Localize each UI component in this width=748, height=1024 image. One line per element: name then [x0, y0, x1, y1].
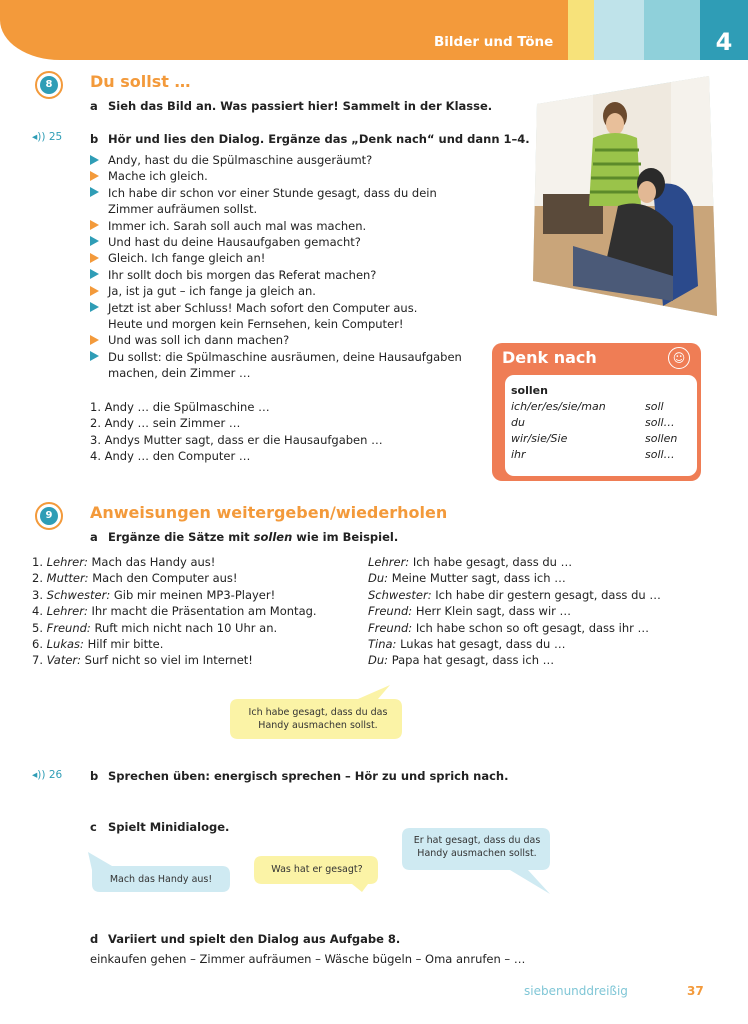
task-b-text: Hör und lies den Dialog. Ergänze das „Denk nach“ und dann 1–4.	[108, 132, 530, 146]
chapter-number: 4	[700, 0, 748, 60]
task-b-letter: b	[90, 132, 99, 146]
speech-bubble-example-text: Ich habe gesagt, dass du das Handy ausmachen sollst.	[248, 707, 388, 731]
speech-bubble-a-text: Mach das Handy aus!	[109, 874, 213, 885]
speaker-arrow-icon	[90, 236, 99, 246]
list-item: 3. Schwester: Gib mir meinen MP3-Player!	[32, 587, 276, 602]
speaker-arrow-icon	[90, 155, 99, 165]
task-9b-text: Sprechen üben: energisch sprechen – Hör zu und sprich nach.	[108, 769, 509, 783]
task-9b-letter: b	[90, 769, 99, 783]
dialog-line: Ich habe dir schon vor einer Stunde gesagt, dass du dein	[108, 185, 437, 200]
dialog-line: Ja, ist ja gut – ich fange ja gleich an.	[108, 284, 316, 299]
header-stripe-cyan	[594, 0, 644, 60]
list-item: Schwester: Ich habe dir gestern gesagt, dass du …	[368, 587, 661, 602]
list-item: Freund: Ich habe schon so oft gesagt, dass ihr …	[368, 620, 650, 635]
task-9a-text: Ergänze die Sätze mit sollen wie im Beispiel.	[108, 530, 399, 544]
instruction-list-right	[368, 554, 661, 669]
grammar-pronoun: du	[511, 416, 525, 429]
exercise-title-9: Anweisungen weitergeben/wiederholen	[90, 503, 448, 522]
dialog-line: Andy, hast du die Spülmaschine ausgeräumt?	[108, 153, 373, 167]
task-9d-text: Variiert und spielt den Dialog aus Aufgabe 8.	[108, 932, 401, 946]
dialog-line: Jetzt ist aber Schluss! Mach sofort den Computer aus.	[108, 300, 418, 315]
audio-track-26[interactable]: ◂)) 26	[32, 769, 63, 781]
dialog-line: Immer ich. Sarah soll auch mal was machen.	[108, 218, 367, 233]
dialog-line: machen, dein Zimmer …	[108, 366, 251, 381]
dialog-line: Heute und morgen kein Fernsehen, kein Computer!	[108, 317, 404, 332]
exercise-badge-8: 8	[35, 71, 63, 99]
task-item: 3. Andys Mutter sagt, dass er die Hausaufgaben …	[90, 432, 383, 447]
list-item: 6. Lukas: Hilf mir bitte.	[32, 637, 164, 652]
audio-track-25[interactable]: ◂)) 25	[32, 131, 63, 143]
grammar-verb: sollen	[511, 384, 548, 397]
dialog-line: Ihr sollt doch bis morgen das Referat machen?	[108, 267, 377, 282]
task-item: 1. Andy … die Spülmaschine …	[90, 400, 270, 414]
task-9d-letter: d	[90, 932, 99, 946]
grammar-pronoun: wir/sie/Sie	[511, 432, 568, 445]
dialog-line: Und was soll ich dann machen?	[108, 333, 290, 348]
task-item: 2. Andy … sein Zimmer …	[90, 416, 241, 431]
speaker-icon: ◂))	[32, 769, 49, 781]
list-item: 4. Lehrer: Ihr macht die Präsentation am Montag.	[32, 604, 317, 619]
grammar-form: sollen	[645, 432, 678, 445]
dialog-line: Und hast du deine Hausaufgaben gemacht?	[108, 235, 361, 250]
classroom-photo	[533, 76, 717, 316]
speaker-arrow-icon	[90, 187, 99, 197]
dialog	[108, 152, 462, 382]
task-9a-letter: a	[90, 530, 98, 544]
task-9d-phrases: einkaufen gehen – Zimmer aufräumen – Wäsche bügeln – Oma anrufen – …	[90, 952, 526, 966]
instruction-list-left	[32, 554, 317, 669]
grammar-pronoun: ihr	[511, 448, 526, 461]
task-9c-letter: c	[90, 820, 97, 834]
speaker-icon: ◂))	[32, 131, 49, 143]
page-number: 37	[687, 984, 704, 998]
grammar-pronoun: ich/er/es/sie/man	[511, 400, 606, 413]
exercise-title-8: Du sollst …	[90, 72, 191, 91]
exercise-badge-9: 9	[35, 502, 63, 530]
header-band	[0, 0, 592, 60]
list-item: Du: Papa hat gesagt, dass ich …	[368, 653, 555, 668]
speech-bubble-c-text: Er hat gesagt, dass du das Handy ausmachen sollst.	[413, 835, 541, 859]
list-item: Tina: Lukas hat gesagt, dass du …	[368, 637, 566, 652]
speech-bubble-a	[86, 850, 232, 894]
dialog-line: Gleich. Ich fange gleich an!	[108, 251, 266, 266]
header-stripe-yellow	[568, 0, 594, 60]
speaker-arrow-icon	[90, 286, 99, 296]
task-a-letter: a	[90, 99, 98, 113]
header-stripe-teal	[644, 0, 700, 60]
dialog-line: Mache ich gleich.	[108, 169, 208, 184]
dialog-line: Zimmer aufräumen sollst.	[108, 202, 258, 217]
speaker-arrow-icon	[90, 253, 99, 263]
list-item: 2. Mutter: Mach den Computer aus!	[32, 571, 238, 586]
speech-bubble-b-text: Was hat er gesagt?	[271, 864, 363, 875]
list-item: 7. Vater: Surf nicht so viel im Internet!	[32, 653, 253, 668]
grammar-box-title: Denk nach	[502, 348, 597, 367]
list-item: Freund: Herr Klein sagt, dass wir …	[368, 604, 572, 619]
task-9c-text: Spielt Minidialoge.	[108, 820, 230, 834]
speaker-arrow-icon	[90, 269, 99, 279]
speaker-arrow-icon	[90, 171, 99, 181]
list-item: Lehrer: Ich habe gesagt, dass du …	[368, 555, 573, 569]
dialog-line: Du sollst: die Spülmaschine ausräumen, deine Hausaufgaben	[108, 349, 462, 364]
speaker-arrow-icon	[90, 351, 99, 361]
task-list	[90, 399, 383, 465]
grammar-form: soll…	[645, 448, 675, 461]
list-item: 1. Lehrer: Mach das Handy aus!	[32, 555, 216, 569]
task-a-text: Sieh das Bild an. Was passiert hier! Sammelt in der Klasse.	[108, 99, 493, 113]
list-item: Du: Meine Mutter sagt, dass ich …	[368, 571, 566, 586]
list-item: 5. Freund: Ruft mich nicht nach 10 Uhr an.	[32, 620, 278, 635]
grammar-form: soll…	[645, 416, 675, 429]
task-item: 4. Andy … den Computer …	[90, 449, 251, 464]
speaker-arrow-icon	[90, 302, 99, 312]
speaker-arrow-icon	[90, 335, 99, 345]
smiley-icon: ☺	[668, 347, 690, 369]
chapter-title: Bilder und Töne	[434, 34, 554, 50]
grammar-form: soll	[645, 400, 664, 413]
page-number-word: siebenunddreißig	[524, 984, 628, 998]
speaker-arrow-icon	[90, 220, 99, 230]
